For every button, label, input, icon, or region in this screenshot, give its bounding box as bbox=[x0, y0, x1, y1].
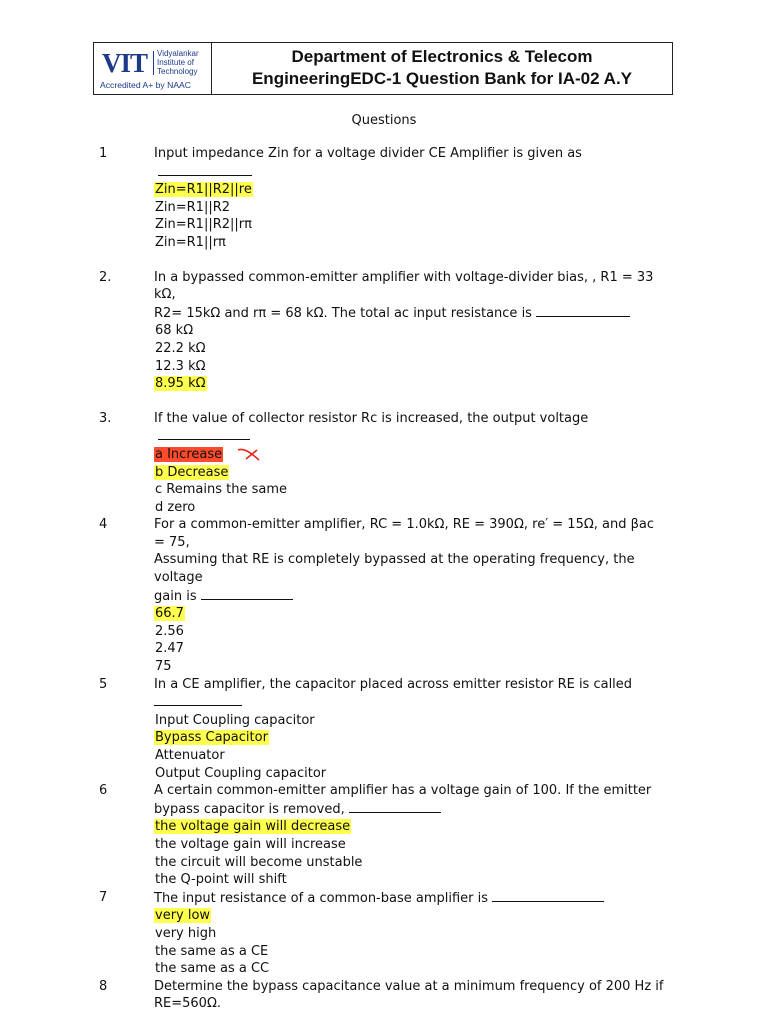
answer-option: very high bbox=[155, 925, 217, 941]
document-title bbox=[212, 43, 672, 94]
question-item bbox=[0, 782, 768, 889]
question-number: 7 bbox=[99, 889, 108, 905]
answer-option-highlighted: the voltage gain will decrease bbox=[155, 819, 351, 835]
section-heading: Questions bbox=[351, 113, 417, 128]
institute-logo bbox=[94, 43, 212, 94]
question-item bbox=[0, 410, 768, 517]
question-body bbox=[154, 782, 666, 889]
answer-option: 12.3 kΩ bbox=[155, 358, 206, 374]
question-list bbox=[0, 145, 768, 1013]
answer-option: Zin=R1||R2 bbox=[155, 199, 231, 215]
answer-option: 22.2 kΩ bbox=[155, 340, 206, 356]
question-text: Determine the bypass capacitance value at a minimum frequency of 200 Hz if bbox=[154, 978, 664, 994]
logo-accreditation: Accredited A+ by NAAC bbox=[100, 80, 191, 90]
logo-institute-name bbox=[157, 49, 211, 76]
question-number: 2. bbox=[99, 269, 112, 285]
question-item bbox=[0, 889, 768, 978]
document-header bbox=[93, 42, 673, 95]
answer-option-highlighted: Bypass Capacitor bbox=[155, 730, 268, 746]
question-text: bypass capacitor is removed, bbox=[154, 800, 666, 819]
answer-option: 68 kΩ bbox=[155, 323, 194, 339]
answer-blank bbox=[492, 889, 604, 902]
logo-inst-line: Vidyalankar bbox=[157, 49, 199, 58]
question-body bbox=[154, 145, 666, 252]
question-number: 8 bbox=[99, 978, 108, 994]
question-body bbox=[154, 410, 666, 517]
question-text: RE=560Ω. bbox=[154, 996, 222, 1012]
question-spacer bbox=[0, 393, 768, 410]
answer-option: d zero bbox=[155, 499, 196, 515]
answer-option-highlighted: b Decrease bbox=[155, 464, 229, 480]
title-line-2: EngineeringEDC-1 Question Bank for IA-02 A.Y bbox=[251, 69, 633, 88]
answer-option-highlighted: 8.95 kΩ bbox=[155, 376, 206, 392]
question-number: 1 bbox=[99, 146, 108, 161]
title-line-1: Department of Electronics & Telecom bbox=[291, 47, 593, 66]
question-body bbox=[154, 269, 666, 393]
question-text: If the value of collector resistor Rc is increased, the output voltage bbox=[154, 410, 666, 446]
answer-option: Output Coupling capacitor bbox=[155, 765, 327, 781]
answer-blank bbox=[154, 693, 242, 706]
answer-blank bbox=[158, 427, 250, 440]
answer-option: c Remains the same bbox=[155, 482, 287, 498]
question-number: 6 bbox=[99, 783, 108, 799]
question-item bbox=[0, 978, 768, 1013]
answer-blank bbox=[201, 587, 293, 600]
question-item bbox=[0, 269, 768, 393]
answer-option-highlighted: a Increase bbox=[154, 446, 666, 464]
question-text: gain is bbox=[154, 587, 666, 606]
answer-option: Zin=R1||R2||rπ bbox=[155, 217, 252, 233]
question-number: 5 bbox=[99, 676, 108, 692]
question-body bbox=[154, 676, 666, 783]
answer-option: the voltage gain will increase bbox=[155, 836, 346, 852]
question-body bbox=[154, 889, 666, 978]
answer-option-highlighted: 66.7 bbox=[155, 606, 184, 622]
answer-option-highlighted: Zin=R1||R2||re bbox=[155, 182, 252, 198]
question-text: Input impedance Zin for a voltage divider CE Amplifier is given as bbox=[154, 145, 666, 181]
question-body bbox=[154, 516, 666, 675]
logo-inst-line: Institute of bbox=[157, 58, 194, 67]
answer-option: the same as a CC bbox=[155, 961, 270, 977]
logo-inst-line: Technology bbox=[157, 67, 198, 76]
answer-option: 2.56 bbox=[155, 623, 184, 639]
answer-option-highlighted: very low bbox=[155, 908, 211, 924]
question-text: In a bypassed common-emitter amplifier with voltage-divider bias, , R1 = 33 kΩ, bbox=[154, 269, 654, 303]
logo-divider bbox=[153, 51, 154, 75]
question-spacer bbox=[0, 252, 768, 269]
question-text: The input resistance of a common-base amplifier is bbox=[154, 889, 666, 908]
answer-option: Input Coupling capacitor bbox=[155, 712, 315, 728]
answer-blank bbox=[349, 800, 441, 813]
answer-option: 2.47 bbox=[155, 641, 184, 657]
answer-option: Attenuator bbox=[155, 748, 225, 763]
question-text bbox=[154, 693, 666, 712]
question-text: R2= 15kΩ and rπ = 68 kΩ. The total ac input resistance is bbox=[154, 304, 666, 323]
question-text: For a common-emitter amplifier, RC = 1.0kΩ, RE = 390Ω, re′ = 15Ω, and βac = 75, bbox=[154, 517, 655, 550]
question-body bbox=[154, 978, 666, 1013]
answer-option: the same as a CE bbox=[155, 943, 269, 959]
answer-option: Zin=R1||rπ bbox=[155, 234, 226, 250]
question-item bbox=[0, 145, 768, 252]
answer-option: the Q-point will shift bbox=[155, 872, 287, 888]
question-number: 3. bbox=[99, 410, 112, 426]
cross-mark-icon bbox=[237, 447, 261, 461]
answer-blank bbox=[158, 163, 252, 176]
question-item bbox=[0, 516, 768, 675]
question-text: A certain common-emitter amplifier has a voltage gain of 100. If the emitter bbox=[154, 783, 652, 799]
question-item bbox=[0, 676, 768, 783]
answer-option: the circuit will become unstable bbox=[155, 854, 363, 870]
question-number: 4 bbox=[99, 517, 108, 533]
answer-blank bbox=[536, 304, 630, 317]
answer-option: 75 bbox=[155, 659, 172, 675]
question-text: In a CE amplifier, the capacitor placed across emitter resistor RE is called bbox=[154, 676, 633, 692]
logo-vit-text: VIT bbox=[102, 48, 148, 78]
question-text: Assuming that RE is completely bypassed at the operating frequency, the voltage bbox=[154, 552, 635, 586]
